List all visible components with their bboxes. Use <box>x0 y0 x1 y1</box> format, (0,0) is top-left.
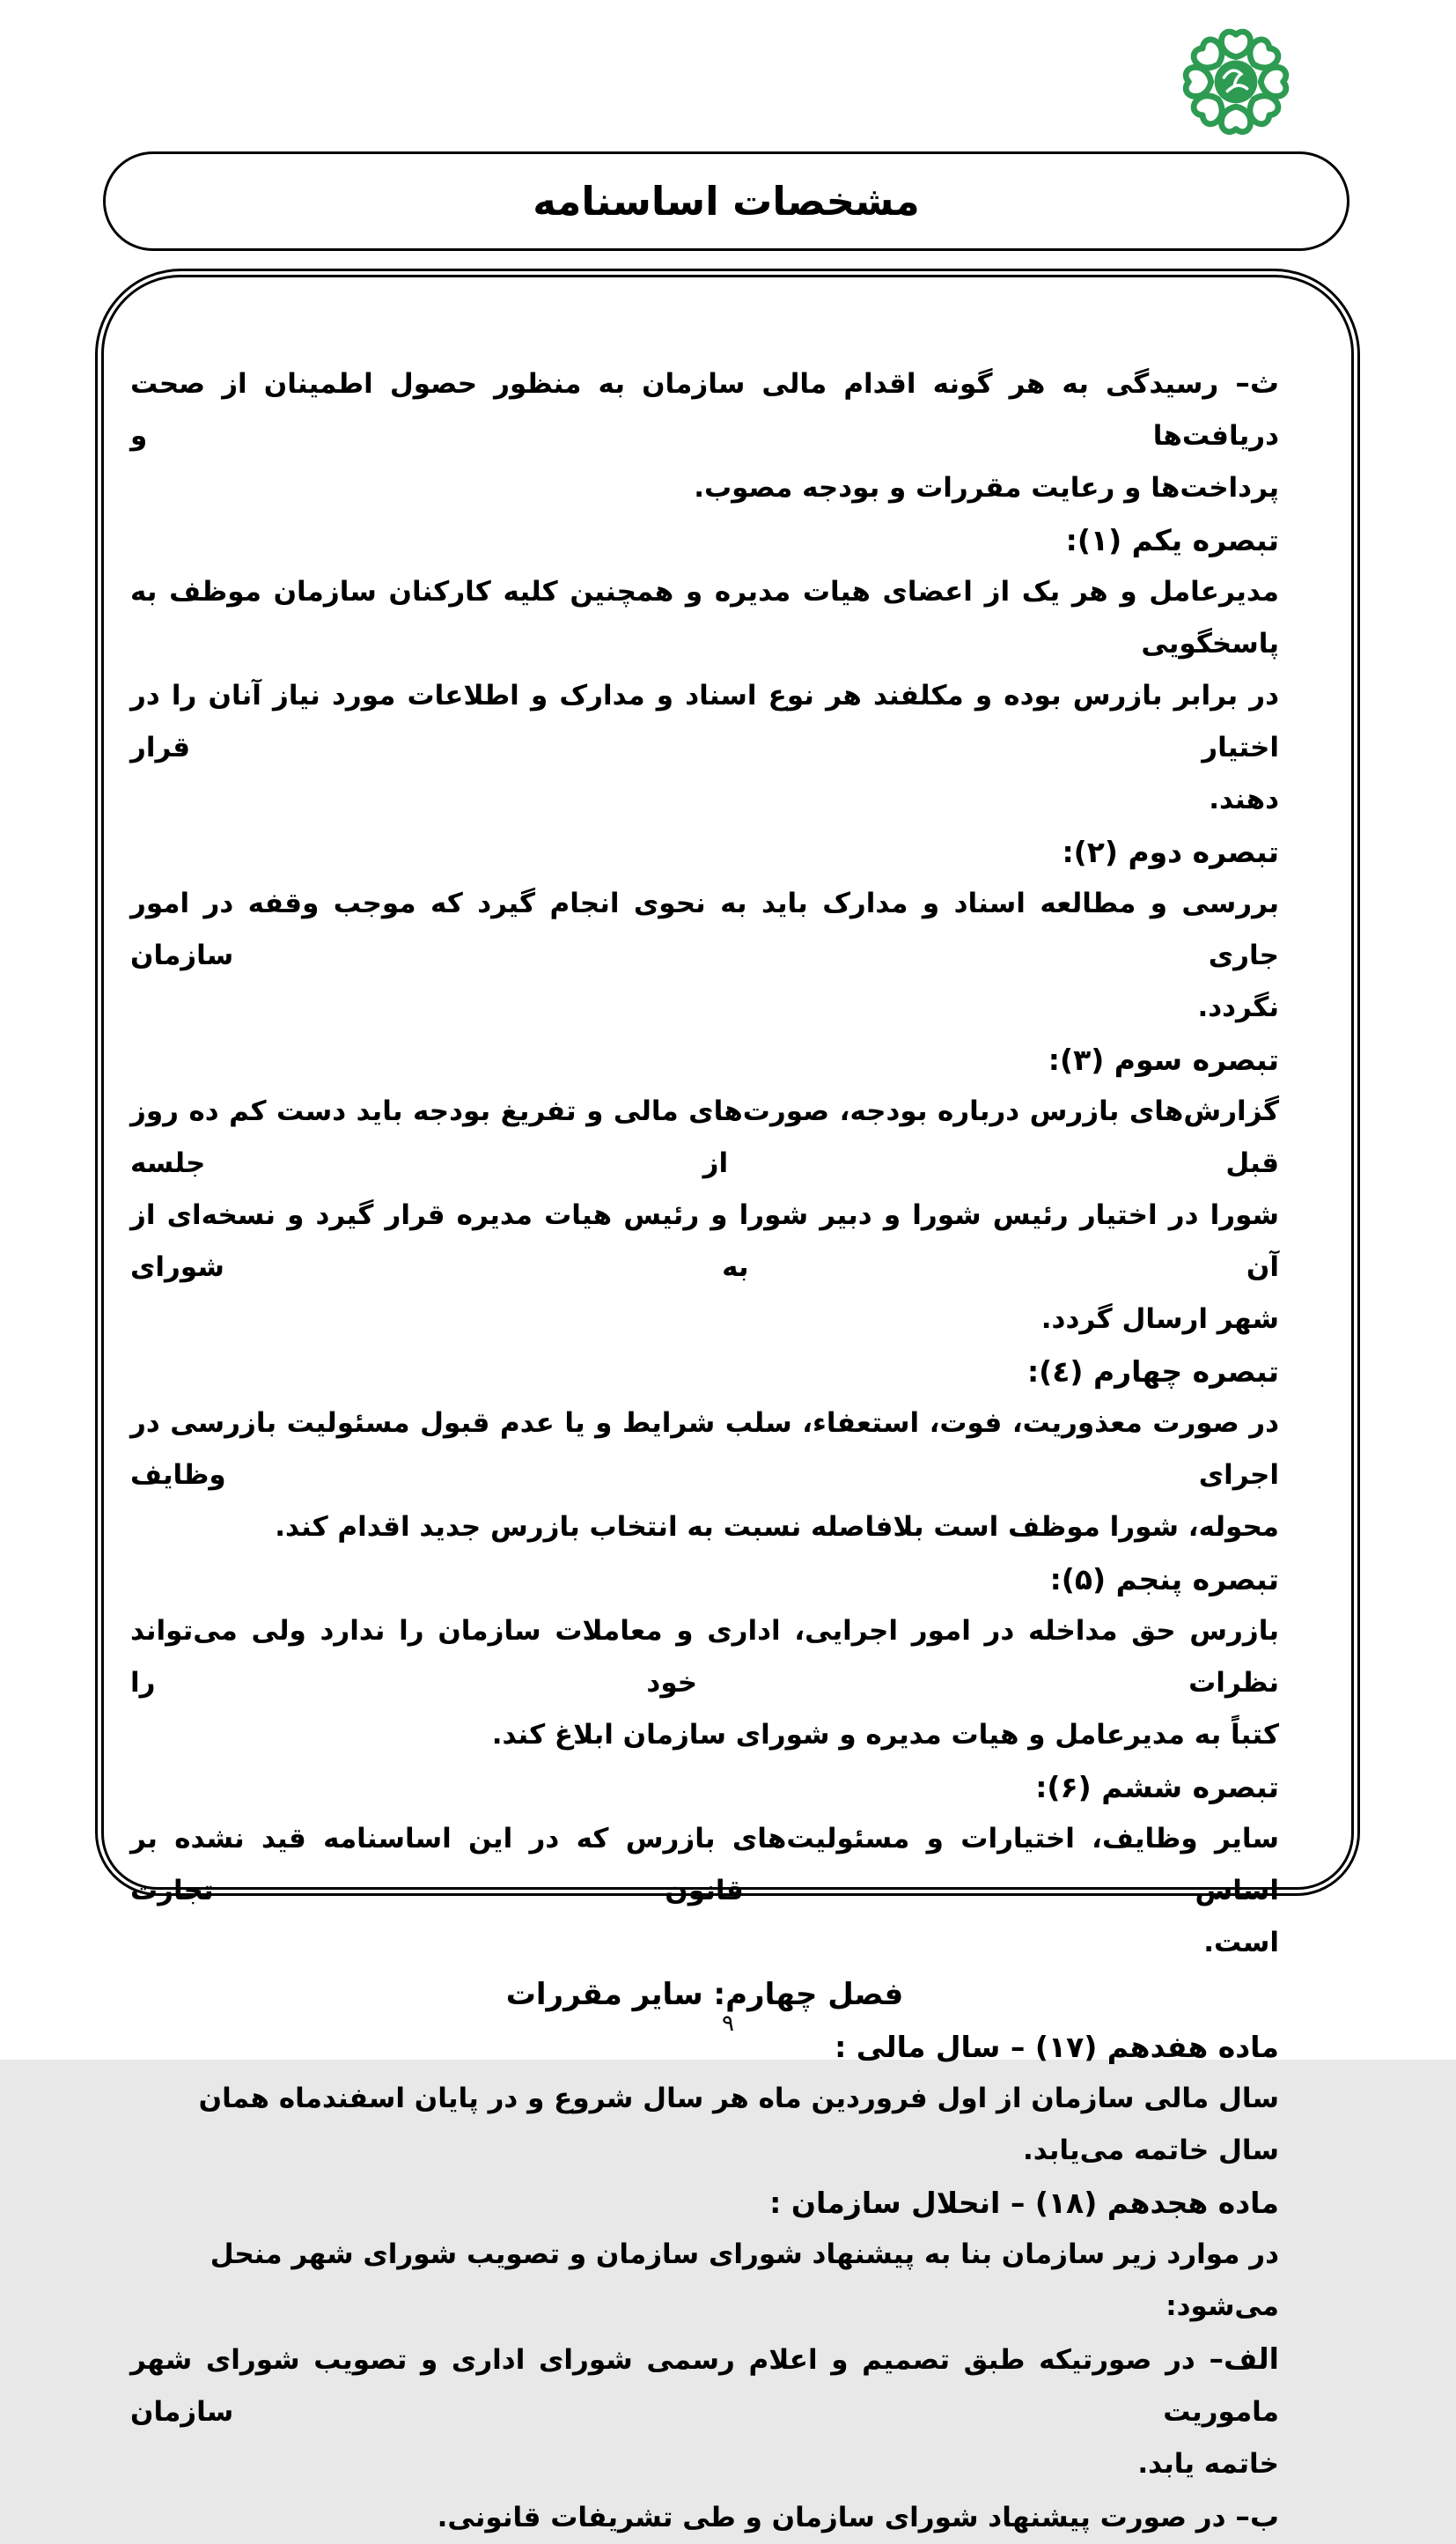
paragraph-line <box>130 1709 1279 1761</box>
paragraph-lead: ب– <box>1235 2499 1279 2533</box>
paragraph-line <box>130 2229 1279 2333</box>
paragraph-line <box>130 2490 1279 2544</box>
line-text: شورا در اختیار رئیس شورا و دبیر شورا و رئیس هیات مدیره قرار گیرد و نسخه‌ای از آن به شورای <box>130 1199 1279 1283</box>
paragraph-line <box>130 982 1279 1034</box>
section-heading: تبصره پنجم (۵): <box>1049 1562 1279 1596</box>
section-heading: تبصره سوم (۳): <box>1048 1043 1279 1077</box>
line-text: مدیرعامل و هر یک از اعضای هیات مدیره و همچنین کلیه کارکنان سازمان موظف به پاسخگویی <box>130 576 1279 660</box>
section-heading: تبصره دوم (۲): <box>1062 835 1279 869</box>
paragraph-line <box>130 1605 1279 1709</box>
line-text: در موارد زیر سازمان بنا به پیشنهاد شورای سازمان و تصویب شورای شهر منحل می‌شود: <box>210 2238 1279 2322</box>
paragraph-lead: الف– <box>1209 2341 1279 2376</box>
paragraph-line <box>130 2073 1279 2177</box>
line-text: در صورت معذوریت، فوت، استعفاء، سلب شرایط و یا عدم قبول مسئولیت بازرسی در اجرای وظایف <box>130 1407 1279 1491</box>
paragraph-line <box>130 1501 1279 1553</box>
line-text: کتباً به مدیرعامل و هیات مدیره و شورای سازمان ابلاغ کند. <box>491 1719 1279 1751</box>
line-text: است. <box>1203 1927 1279 1958</box>
paragraph-line <box>130 1190 1279 1294</box>
line-text: شهر ارسال گردد. <box>1041 1303 1279 1335</box>
section-heading: ماده هجدهم (۱۸) – انحلال سازمان : <box>769 2186 1279 2220</box>
paragraph-line <box>130 462 1279 514</box>
section-heading: ماده هفدهم (۱۷) – سال مالی : <box>835 2030 1279 2064</box>
line-text: نگردد. <box>1197 992 1279 1023</box>
tehran-municipality-logo <box>1184 9 1288 146</box>
paragraph-line <box>130 357 1279 462</box>
section-heading: تبصره چهارم (٤): <box>1026 1354 1279 1389</box>
line-text: گزارش‌های بازرس درباره بودجه، صورت‌های مالی و تفریغ بودجه باید دست کم ده روز قبل از جلسه <box>130 1095 1279 1179</box>
paragraph-line <box>130 878 1279 982</box>
line-text: دهند. <box>1209 784 1279 815</box>
page-title: مشخصات اساسنامه <box>533 178 920 225</box>
paragraph-line <box>130 774 1279 826</box>
line-text: پرداخت‌ها و رعایت مقررات و بودجه مصوب. <box>694 472 1279 504</box>
paragraph-lead: ث– <box>1235 365 1279 400</box>
line-text: بررسی و مطالعه اسناد و مدارک باید به نحوی انجام گیرد که موجب وقفه در امور جاری سازمان <box>130 888 1279 971</box>
line-text: در صورتیکه طبق تصمیم و اعلام رسمی شورای اداری و تصویب شورای شهر ماموریت سازمان <box>130 2344 1279 2428</box>
line-text: محوله، شورا موظف است بلافاصله نسبت به انتخاب بازرس جدید اقدام کند. <box>275 1511 1279 1543</box>
page-number: ۹ <box>722 2010 734 2037</box>
paragraph-line <box>130 566 1279 670</box>
section-heading: تبصره ششم (۶): <box>1035 1770 1279 1804</box>
paragraph-line <box>130 670 1279 774</box>
title-box <box>103 151 1349 251</box>
line-text: رسیدگی به هر گونه اقدام مالی سازمان به منظور حصول اطمینان از صحت دریافت‌ها و <box>130 368 1279 452</box>
line-text: در برابر بازرس بوده و مکلفند هر نوع اسناد و مدارک و اطلاعات مورد نیاز آنان را در اختیار قرار <box>130 680 1279 763</box>
chapter-heading: فصل چهارم: سایر مقررات <box>505 1977 904 2012</box>
line-text: در صورت پیشنهاد شورای سازمان و طی تشریفات قانونی. <box>437 2502 1226 2533</box>
line-text: بازرس حق مداخله در امور اجرایی، اداری و معاملات سازمان را ندارد ولی می‌تواند نظرات خود را <box>130 1615 1279 1699</box>
paragraph-line <box>130 1086 1279 1190</box>
paragraph-line <box>130 1397 1279 1501</box>
section-heading: تبصره یکم (۱): <box>1065 523 1279 557</box>
line-text: خاتمه یابد. <box>1137 2448 1279 2480</box>
paragraph-line <box>130 1813 1279 1917</box>
document-body <box>101 275 1354 2533</box>
content-frame <box>95 269 1360 2533</box>
paragraph-line <box>130 2333 1279 2438</box>
line-text: سال مالی سازمان از اول فروردین ماه هر سال شروع و در پایان اسفندماه همان سال خاتمه می‌یابد. <box>198 2083 1279 2166</box>
paragraph-line <box>130 1917 1279 1969</box>
paragraph-line <box>130 2438 1279 2490</box>
paragraph-line <box>130 1294 1279 1346</box>
line-text: سایر وظایف، اختیارات و مسئولیت‌های بازرس که در این اساسنامه قید نشده بر اساس قانون تجارت <box>130 1823 1279 1906</box>
